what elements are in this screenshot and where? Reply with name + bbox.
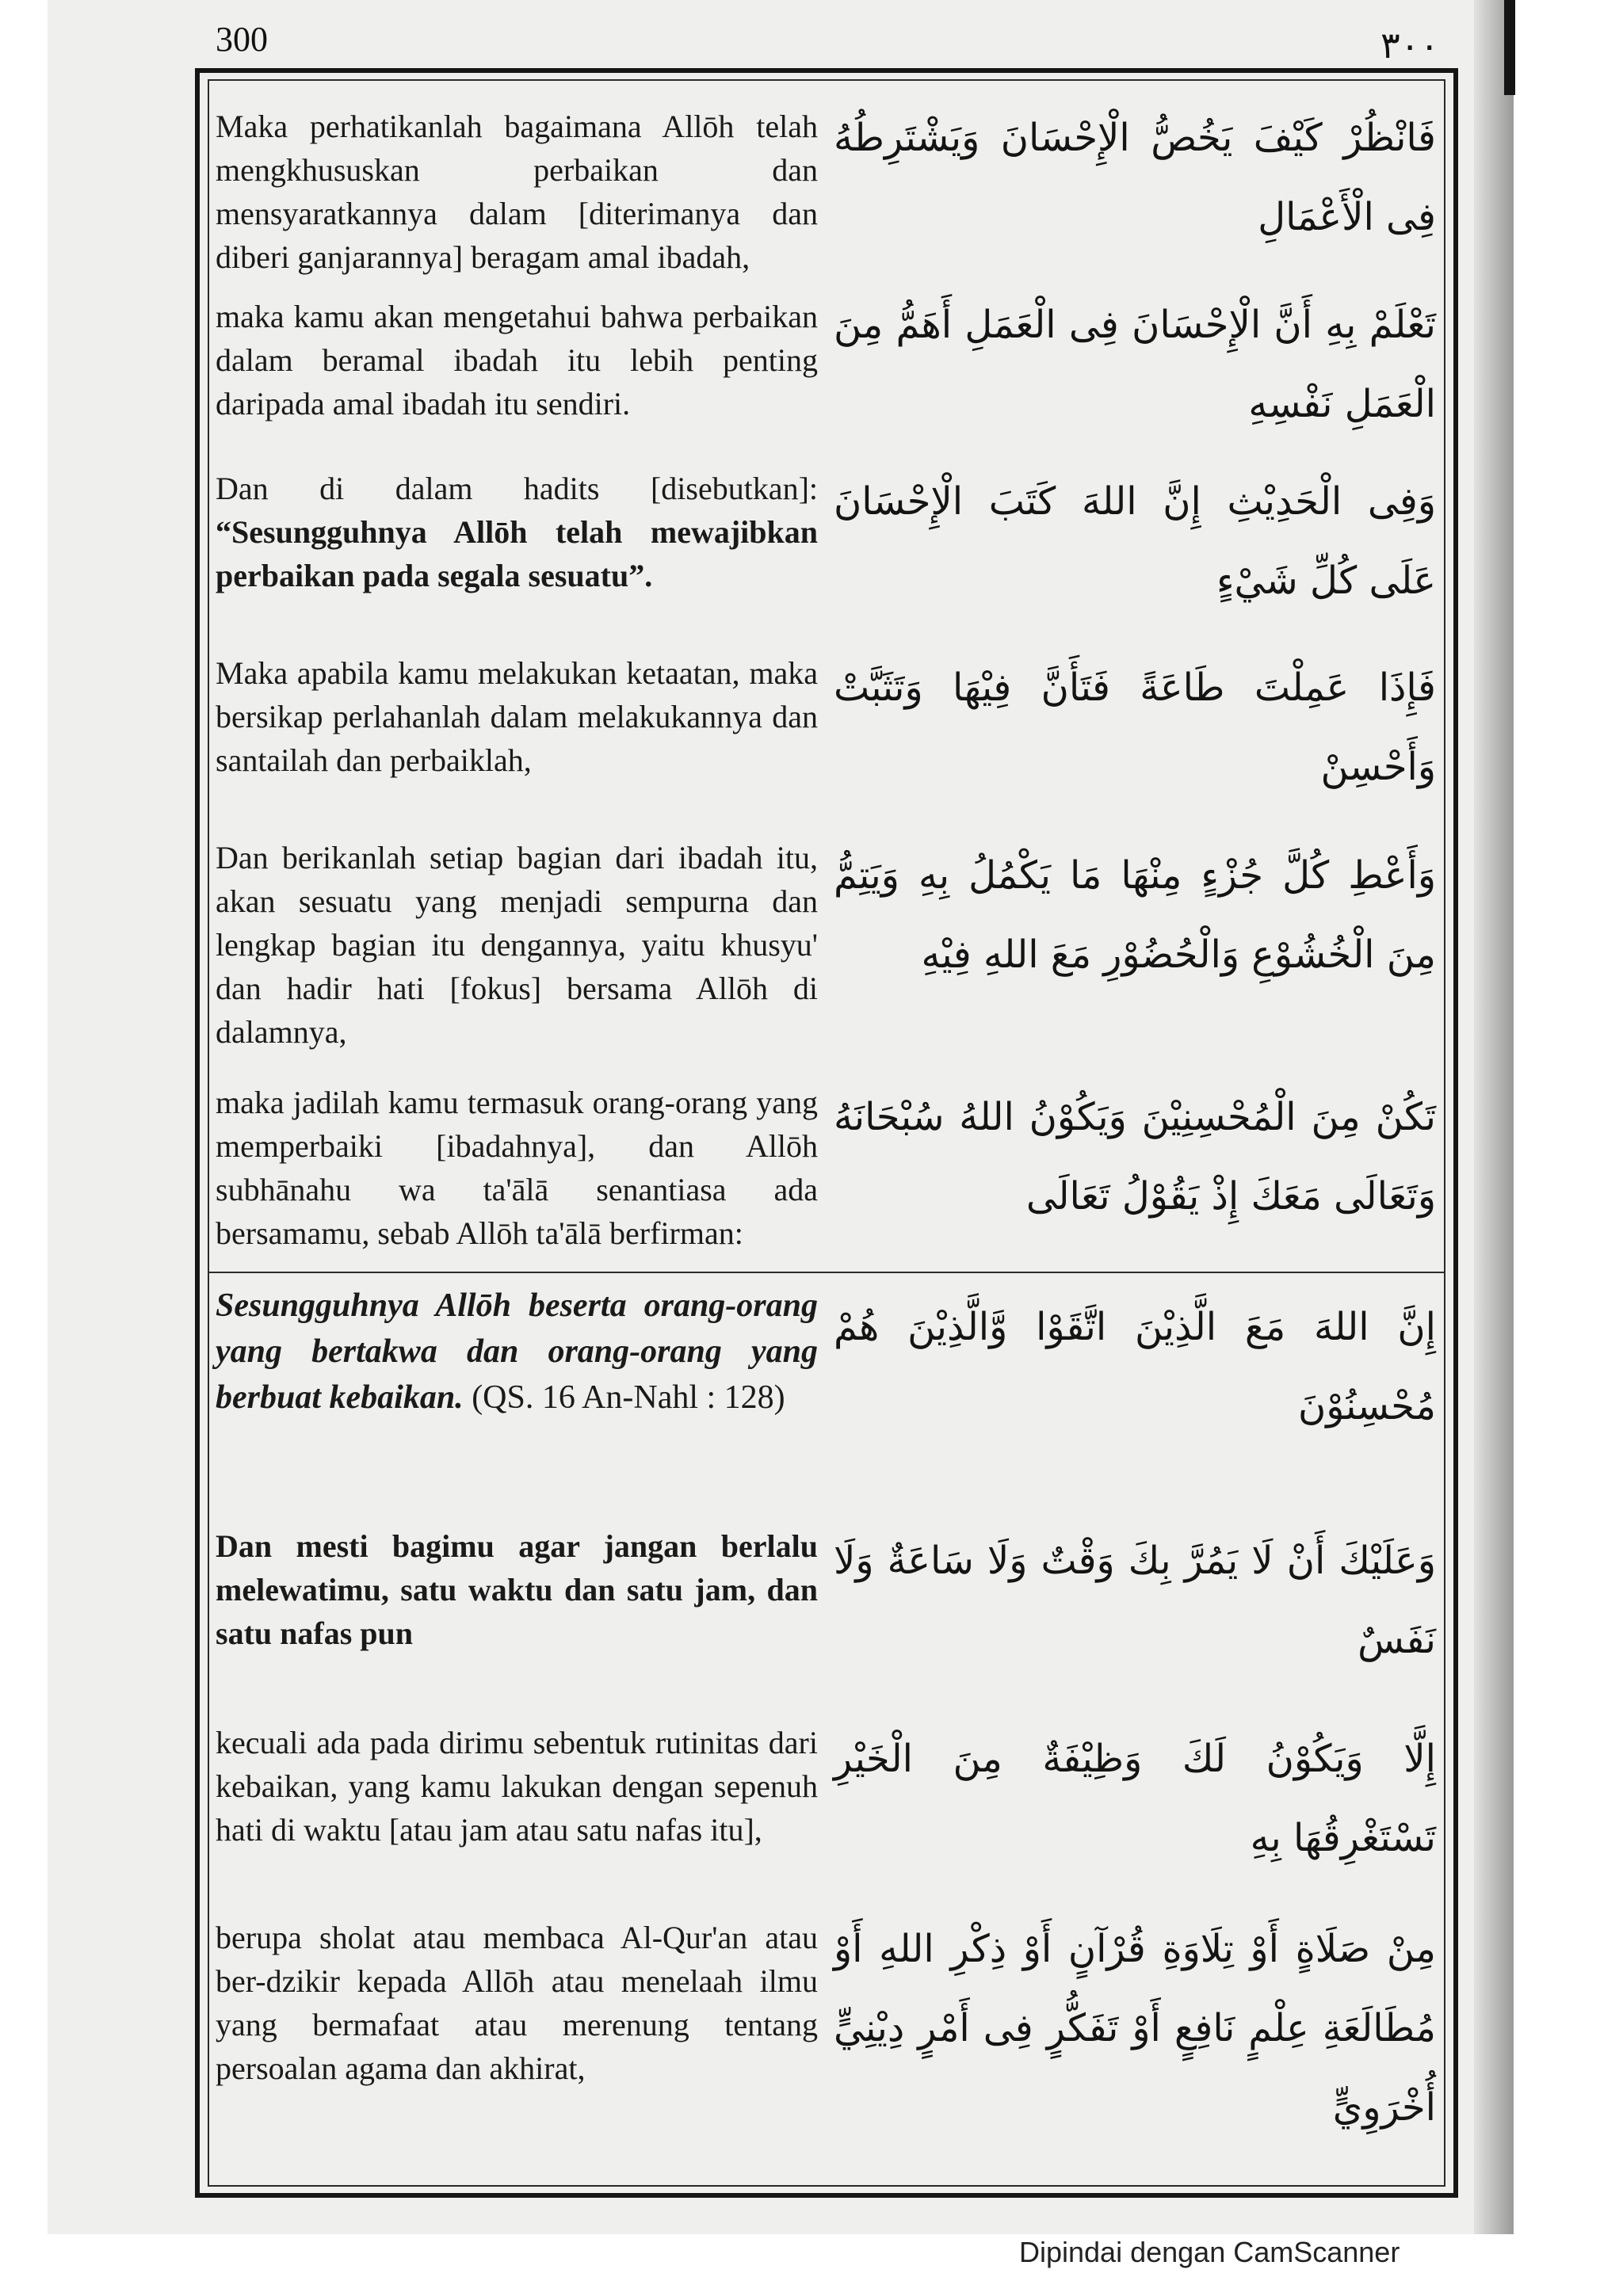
arabic-text: فَانْظُرْ كَيْفَ يَخُصُّ الْإِحْسَانَ وَيَشْتَرِطُهُ فِى الْأَعْمَالِ: [834, 116, 1436, 239]
quran-verse-translation: Sesungguhnya Allōh beserta orang-orang yang bertakwa dan orang-orang yang berbuat kebaikan.: [216, 1287, 818, 1416]
quran-reference: (QS. 16 An-Nahl : 128): [472, 1379, 785, 1416]
page-edge-shadow: [1474, 0, 1514, 2234]
text-row: [208, 1272, 1445, 1509]
latin-translation: maka jadilah kamu termasuk orang-orang yang memperbaiki [ibadahnya], dan Allōh subhānahu wa ta'ālā senantiasa ada bersamamu, sebab Allōh ta'ālā berfirman:: [216, 1085, 818, 1251]
latin-translation: kecuali ada pada dirimu sebentuk rutinitas dari kebaikan, yang kamu lakukan dengan sepenuh hati di waktu [atau jam atau satu nafas itu],: [216, 1725, 818, 1848]
text-row: [208, 82, 1445, 284]
arabic-text: فَإِذَا عَمِلْتَ طَاعَةً فَتَأَنَّ فِيْهَا وَتَثَبَّتْ وَأَحْسِنْ: [834, 666, 1436, 789]
arabic-text: مِنْ صَلَاةٍ أَوْ تِلَاوَةِ قُرْآنٍ أَوْ ذِكْرِ اللهِ أَوْ مُطَالَعَةِ عِلْمٍ نَافِعٍ أَوْ تَفَكُّرٍ فِى أَمْرٍ دِيْنِيٍّ أُخْرَوِيٍّ: [834, 1927, 1436, 2130]
text-row: [208, 1070, 1445, 1276]
arabic-text: تَعْلَمْ بِهِ أَنَّ الْإِحْسَانَ فِى الْعَمَلِ أَهَمُّ مِنَ الْعَمَلِ نَفْسِهِ: [834, 303, 1436, 426]
text-row: [208, 456, 1445, 638]
latin-translation: Dan mesti bagimu agar jangan berlalu melewatimu, satu waktu dan satu jam, dan satu nafas pun: [216, 1528, 818, 1651]
row-divider: [208, 1272, 1445, 1273]
hadith-quote: “Sesungguhnya Allōh telah mewajibkan perbaikan pada segala sesuatu”.: [216, 514, 818, 593]
latin-translation: [216, 467, 818, 597]
arabic-text: وَفِى الْحَدِيْثِ إِنَّ اللهَ كَتَبَ الْإِحْسَانَ عَلَى كُلِّ شَيْءٍ: [834, 479, 1436, 603]
text-row: [208, 1901, 1445, 2179]
page-edge-dark: [1504, 0, 1515, 95]
latin-translation: berupa sholat atau membaca Al-Qur'an atau ber-dzikir kepada Allōh atau menelaah ilmu yang bermafaat atau merenung tentang persoalan agama dan akhirat,: [216, 1920, 818, 2086]
text-row: [208, 1513, 1445, 1707]
arabic-text: إِلَّا وَيَكُوْنُ لَكَ وَظِيْفَةٌ مِنَ الْخَيْرِ تَسْتَغْرِقُهَا بِهِ: [834, 1737, 1436, 1860]
latin-translation: Maka apabila kamu melakukan ketaatan, maka bersikap perlahanlah dalam melakukannya dan santailah dan perbaiklah,: [216, 655, 818, 778]
hadith-intro: Dan di dalam hadits [disebutkan]:: [216, 471, 818, 506]
camscanner-watermark: Dipindai dengan CamScanner: [1019, 2236, 1400, 2268]
text-row: [208, 1711, 1445, 1897]
page-number-latin: 300: [216, 20, 268, 59]
latin-translation: maka kamu akan mengetahui bahwa perbaikan dalam beramal ibadah itu lebih penting daripada amal ibadah itu sendiri.: [216, 299, 818, 421]
text-row: [208, 285, 1445, 452]
arabic-text: تَكُنْ مِنَ الْمُحْسِنِيْنَ وَيَكُوْنُ اللهُ سُبْحَانَهُ وَتَعَالَى مَعَكَ إِذْ يَقُوْلُ تَعَالَى: [834, 1095, 1436, 1219]
arabic-text: وَعَلَيْكَ أَنْ لَا يَمُرَّ بِكَ وَقْتٌ وَلَا سَاعَةٌ وَلَا نَفَسٌ: [834, 1539, 1436, 1662]
arabic-text: إِنَّ اللهَ مَعَ الَّذِيْنَ اتَّقَوْا وَّالَّذِيْنَ هُمْ مُحْسِنُوْنَ: [834, 1305, 1436, 1428]
latin-translation: Dan berikanlah setiap bagian dari ibadah itu, akan sesuatu yang menjadi sempurna dan lengkap bagian itu dengannya, yaitu khusyu' dan hadir hati [fokus] bersama Allōh di dalamnya,: [216, 840, 818, 1050]
text-row: [208, 642, 1445, 824]
page-number-arabic: ٣٠٠: [1381, 24, 1440, 67]
latin-translation: Maka perhatikanlah bagaimana Allōh telah mengkhususkan perbaikan dan mensyaratkannya dalam [diterimanya dan diberi ganjarannya] beragam amal ibadah,: [216, 109, 818, 275]
latin-translation: [216, 1283, 818, 1421]
text-row: [208, 828, 1445, 1066]
arabic-text: وَأَعْطِ كُلَّ جُزْءٍ مِنْهَا مَا يَكْمُلُ بِهِ وَيَتِمُّ مِنَ الْخُشُوْعِ وَالْحُضُوْرِ مَعَ اللهِ فِيْهِ: [834, 853, 1436, 977]
